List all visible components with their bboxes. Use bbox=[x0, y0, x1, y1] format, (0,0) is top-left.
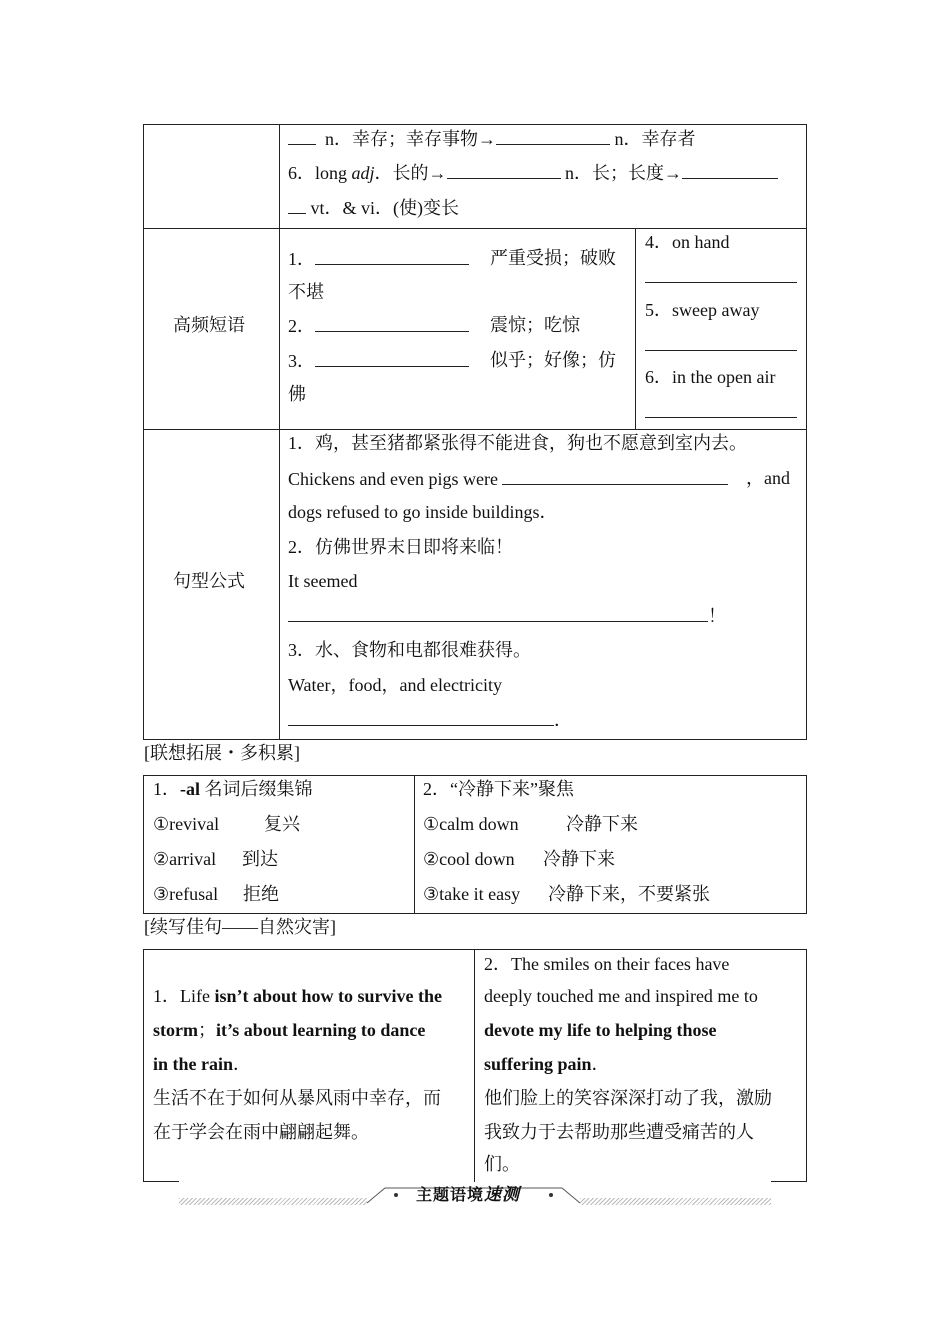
good-sentence-2-line-3: devote my life to helping those bbox=[484, 1020, 717, 1040]
item-number: 1． bbox=[288, 249, 315, 269]
item-number: 3． bbox=[288, 351, 315, 371]
sentence-bold: storm bbox=[153, 1020, 198, 1040]
list-item-meaning: 冷静下来 bbox=[566, 814, 638, 834]
table1-column-divider bbox=[279, 124, 280, 740]
answer-blank[interactable] bbox=[315, 313, 469, 332]
suffix-title-text: 名词后缀集锦 bbox=[200, 779, 313, 799]
sentence-2-english: It seemed bbox=[288, 571, 358, 591]
table2-bottom-border bbox=[143, 913, 807, 914]
table3-column-divider bbox=[474, 949, 475, 1182]
good-sentence-1-line-1 bbox=[153, 984, 442, 1008]
sentence-bold: isn’t about how to survive the bbox=[214, 986, 442, 1006]
sentence-2-blank-line bbox=[288, 603, 726, 628]
table3-left-border bbox=[143, 949, 144, 1182]
table2-right-border bbox=[806, 775, 807, 914]
table3-top-border bbox=[143, 949, 807, 950]
sentence-text: ． bbox=[233, 1054, 252, 1074]
item-number: 1． bbox=[153, 779, 180, 799]
table1-right-border bbox=[806, 124, 807, 740]
row-label-sentences: 句型公式 bbox=[173, 571, 245, 591]
good-sentence-2-chinese: 我致力于去帮助那些遭受痛苦的人 bbox=[484, 1122, 754, 1142]
phrase-meaning: 似乎；好像；仿 bbox=[490, 350, 616, 370]
phrase-meaning: 震惊；吃惊 bbox=[490, 315, 580, 335]
phrase-meaning: 不堪 bbox=[288, 282, 324, 302]
sentence-text: ． bbox=[591, 1054, 610, 1074]
calm-down-title: 2．“冷静下来”聚焦 bbox=[423, 779, 574, 799]
good-sentence-2-chinese: 们。 bbox=[484, 1154, 520, 1174]
good-sentence-2-line-1: 2．The smiles on their faces have bbox=[484, 954, 730, 974]
list-item-meaning: 冷静下来，不要紧张 bbox=[548, 884, 710, 904]
answer-blank[interactable] bbox=[288, 195, 306, 214]
sentence-1-chinese: 1．鸡，甚至猪都紧张得不能进食，狗也不愿意到室内去。 bbox=[288, 433, 747, 453]
word-form-text: n．幸存者 bbox=[614, 129, 696, 149]
list-item-word: ②cool down bbox=[423, 849, 515, 869]
table3-right-border bbox=[806, 949, 807, 1182]
sentence-3-english: Water，food，and electricity bbox=[288, 675, 502, 695]
answer-blank[interactable] bbox=[447, 160, 561, 179]
list-item-meaning: 到达 bbox=[242, 849, 278, 869]
banner-title-part: 主题语境 bbox=[416, 1187, 485, 1204]
sentence-1-english-cont: dogs refused to go inside buildings． bbox=[288, 502, 558, 522]
phrase-item-5: 5．sweep away bbox=[645, 300, 760, 320]
list-item-word: ②arrival bbox=[153, 849, 217, 869]
sentence-1-english bbox=[288, 466, 728, 491]
answer-blank[interactable] bbox=[315, 348, 469, 367]
good-sentence-1-line-3 bbox=[153, 1052, 251, 1076]
table1-left-border bbox=[143, 124, 144, 740]
sentence-bold: it’s about learning to dance bbox=[215, 1020, 426, 1040]
list-item-meaning: 拒绝 bbox=[243, 884, 279, 904]
good-sentence-2-line-4 bbox=[484, 1052, 610, 1076]
sentence-3-blank-line bbox=[288, 707, 572, 732]
table1-phrase-divider bbox=[635, 228, 636, 430]
word-form-text: n．长；长度→ bbox=[565, 163, 683, 183]
list-item-word: ①revival bbox=[153, 814, 220, 834]
table2-column-divider bbox=[414, 775, 415, 914]
part-of-speech: adj bbox=[351, 163, 375, 183]
item-number: 6．long bbox=[288, 163, 352, 183]
answer-blank[interactable] bbox=[288, 707, 554, 726]
sentence-text: ！ bbox=[708, 606, 726, 626]
good-sentence-2-chinese: 他们脸上的笑容深深打动了我，激励 bbox=[484, 1088, 772, 1108]
answer-blank[interactable] bbox=[682, 160, 778, 179]
phrase-item-2 bbox=[288, 313, 469, 338]
answer-blank[interactable] bbox=[645, 399, 797, 418]
banner-hatch-right bbox=[580, 1198, 771, 1205]
word-form-text: n．幸存；幸存事物→ bbox=[325, 129, 496, 149]
table2-top-border bbox=[143, 775, 807, 776]
table1-top-border bbox=[143, 124, 807, 125]
good-sentence-1-chinese: 生活不在于如何从暴风雨中幸存，而 bbox=[153, 1088, 441, 1108]
banner-title bbox=[416, 1183, 520, 1208]
sentence-bold: in the rain bbox=[153, 1054, 234, 1074]
sentence-bold: suffering pain bbox=[484, 1054, 592, 1074]
answer-blank[interactable] bbox=[502, 466, 728, 485]
item-number: 2． bbox=[288, 316, 315, 336]
banner-hatch-left bbox=[179, 1198, 367, 1205]
phrase-item-6: 6．in the open air bbox=[645, 367, 776, 387]
good-sentence-1-line-2 bbox=[153, 1018, 425, 1042]
list-item-meaning: 冷静下来 bbox=[543, 849, 615, 869]
banner-title-emphasis: 速测 bbox=[484, 1185, 521, 1204]
table3-bottom-border bbox=[771, 1181, 807, 1182]
word-form-text: (使)变长 bbox=[393, 198, 460, 218]
phrase-item-3 bbox=[288, 348, 469, 373]
word-form-line-2 bbox=[288, 160, 778, 185]
section-heading-association: [联想拓展・多积累] bbox=[144, 743, 300, 763]
sentence-2-chinese: 2．仿佛世界末日即将来临！ bbox=[288, 537, 513, 557]
answer-blank[interactable] bbox=[645, 332, 797, 351]
good-sentence-1-chinese: 在于学会在雨中翩翩起舞。 bbox=[153, 1122, 369, 1142]
sentence-3-chinese: 3．水、食物和电都很难获得。 bbox=[288, 640, 531, 660]
table3-bottom-border bbox=[143, 1181, 179, 1182]
table1-bottom-border bbox=[143, 739, 807, 740]
list-item-word: ③take it easy bbox=[423, 884, 521, 904]
phrase-item-1 bbox=[288, 246, 469, 271]
answer-blank[interactable] bbox=[288, 126, 316, 145]
list-item-meaning: 复兴 bbox=[264, 814, 300, 834]
answer-blank[interactable] bbox=[288, 603, 708, 622]
suffix-bold: -al bbox=[180, 779, 200, 799]
word-form-line-3 bbox=[288, 195, 459, 220]
phrase-meaning: 佛 bbox=[288, 384, 306, 404]
list-item-word: ①calm down bbox=[423, 814, 519, 834]
phrase-item-4: 4．on hand bbox=[645, 232, 730, 252]
table2-left-border bbox=[143, 775, 144, 914]
answer-blank[interactable] bbox=[645, 264, 797, 283]
good-sentence-2-line-2: deeply touched me and inspired me to bbox=[484, 986, 758, 1006]
row-label-phrases: 高频短语 bbox=[173, 315, 245, 335]
sentence-text: ． bbox=[554, 710, 572, 730]
sentence-text: ； bbox=[197, 1020, 216, 1040]
phrase-meaning: 严重受损；破败 bbox=[490, 248, 616, 268]
word-form-line-1 bbox=[288, 126, 696, 151]
table1-row-divider bbox=[143, 429, 807, 430]
section-heading-writing: [续写佳句——自然灾害] bbox=[144, 917, 336, 937]
sentence-text: Chickens and even pigs were bbox=[288, 469, 503, 489]
sentence-text: ，and bbox=[746, 468, 790, 488]
sentence-text: 1．Life bbox=[153, 986, 215, 1006]
suffix-title bbox=[153, 777, 313, 801]
word-form-text: ．长的→ bbox=[374, 163, 447, 183]
answer-blank[interactable] bbox=[496, 126, 610, 145]
list-item-word: ③refusal bbox=[153, 884, 219, 904]
part-of-speech: vt．& vi． bbox=[310, 198, 394, 218]
table1-row-divider bbox=[143, 228, 807, 229]
answer-blank[interactable] bbox=[315, 246, 469, 265]
